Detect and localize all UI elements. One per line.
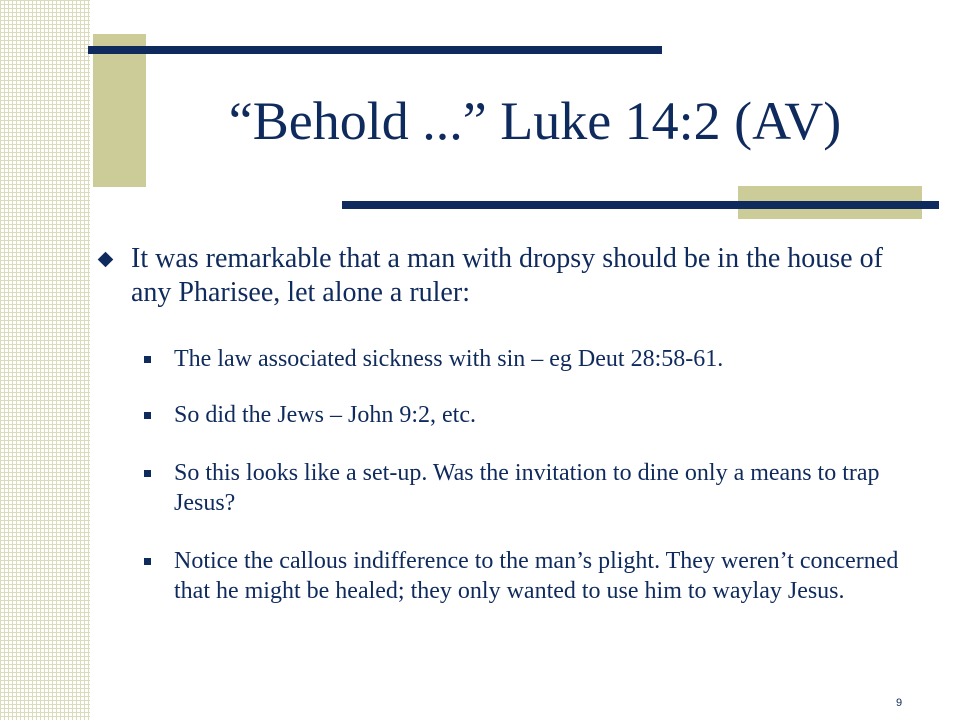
sub-bullet-3 (140, 458, 910, 518)
square-bullet-icon (144, 470, 151, 477)
sub-bullet-4 (140, 546, 910, 606)
page-number: 9 (896, 697, 903, 709)
square-bullet-icon (144, 412, 151, 419)
sub-bullet-text: The law associated sickness with sin – eg Deut 28:58-61. (174, 346, 724, 372)
sub-bullet-1 (140, 344, 910, 374)
main-bullet-text: It was remarkable that a man with dropsy should be in the house of any Pharisee, let alone a ruler: (131, 243, 883, 308)
grid-pattern-strip (0, 0, 90, 720)
sub-bullet-text: So did the Jews – John 9:2, etc. (174, 402, 476, 428)
main-bullet (96, 242, 896, 310)
sub-bullet-2 (140, 400, 910, 430)
title-rule-bottom (342, 201, 939, 209)
title-rule-top (88, 46, 662, 54)
square-bullet-icon (144, 356, 151, 363)
sub-bullet-text: So this looks like a set-up. Was the invitation to dine only a means to trap Jesus? (174, 460, 880, 516)
accent-block-left (93, 34, 146, 187)
square-bullet-icon (144, 558, 151, 565)
slide-title: “Behold ...” Luke 14:2 (AV) (228, 91, 842, 151)
diamond-bullet-icon (98, 252, 114, 268)
sub-bullet-text: Notice the callous indifference to the man’s plight. They weren’t concerned that he might be healed; they only wanted to use him to waylay Jesus. (174, 548, 899, 604)
